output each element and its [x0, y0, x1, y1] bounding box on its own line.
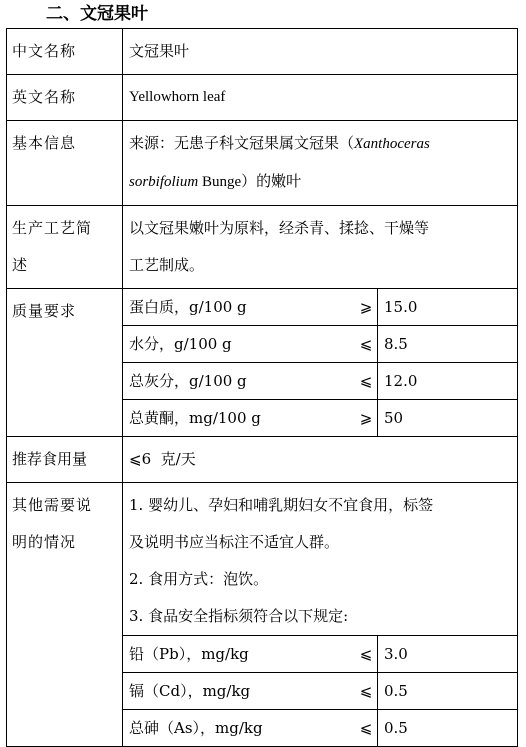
row-en-name [7, 75, 518, 121]
quality-item [123, 326, 517, 363]
note2: 2. 食用方式：泡饮。 [129, 570, 269, 588]
process-label-line2: 述 [12, 256, 29, 274]
quality-item-value: 50 [378, 400, 518, 437]
quality-item-value: 15.0 [378, 289, 518, 326]
row-dosage [7, 437, 518, 483]
quality-item-operator: ⩽ [355, 363, 378, 400]
other-label-line2: 明的情况 [12, 533, 77, 551]
limit-item [123, 710, 517, 747]
latin-species: sorbifolium [129, 174, 199, 190]
process-label-line1: 生产工艺简 [12, 219, 93, 237]
cn-name-label: 中文名称 [7, 29, 123, 75]
quality-item-value: 8.5 [378, 326, 518, 363]
limit-item [123, 673, 517, 710]
row-quality [7, 289, 518, 437]
process-line2: 工艺制成。 [129, 256, 205, 274]
quality-table [123, 289, 517, 436]
limits-table [123, 635, 517, 746]
latin-genus: Xanthoceras [354, 136, 430, 152]
row-basic-info [7, 121, 518, 206]
other-label-line1: 其他需要说 [12, 496, 93, 514]
spec-table [6, 28, 518, 747]
limit-item-name: 总砷（As），mg/kg [123, 710, 355, 747]
basic-info-value [123, 121, 518, 206]
process-line1: 以文冠果嫩叶为原料，经杀青、揉捻、干燥等 [129, 219, 430, 237]
note1-line2: 及说明书应当标注不适宜人群。 [129, 533, 340, 551]
limit-item-value: 3.0 [378, 636, 518, 673]
other-label [7, 483, 123, 747]
quality-item [123, 289, 517, 326]
en-name-value: Yellowhorn leaf [123, 75, 518, 121]
en-name-label: 英文名称 [7, 75, 123, 121]
limit-item-value: 0.5 [378, 673, 518, 710]
latin-authority: Bunge [198, 174, 242, 190]
other-cell [123, 483, 518, 747]
limit-item-operator: ⩽ [355, 636, 378, 673]
source-suffix: ）的嫩叶 [241, 172, 302, 190]
dosage-label: 推荐食用量 [7, 437, 123, 483]
quality-item [123, 363, 517, 400]
quality-item-name: 总黄酮，mg/100 g [123, 400, 355, 437]
dosage-value: ⩽6 克/天 [123, 437, 518, 483]
note3: 3. 食品安全指标须符合以下规定: [129, 607, 349, 625]
row-other [7, 483, 518, 747]
quality-item-name: 总灰分，g/100 g [123, 363, 355, 400]
limit-item-name: 铅（Pb），mg/kg [123, 636, 355, 673]
quality-item-operator: ⩽ [355, 326, 378, 363]
basic-info-label: 基本信息 [7, 121, 123, 206]
quality-item [123, 400, 517, 437]
cn-name-value: 文冠果叶 [123, 29, 518, 75]
limit-item [123, 636, 517, 673]
quality-item-operator: ⩾ [355, 400, 378, 437]
limit-item-operator: ⩽ [355, 673, 378, 710]
section-title: 二、文冠果叶 [46, 4, 148, 24]
row-process [7, 206, 518, 289]
limit-item-operator: ⩽ [355, 710, 378, 747]
process-label [7, 206, 123, 289]
quality-item-name: 水分，g/100 g [123, 326, 355, 363]
limit-item-value: 0.5 [378, 710, 518, 747]
source-prefix: 来源：无患子科文冠果属文冠果（ [129, 134, 355, 152]
quality-item-value: 12.0 [378, 363, 518, 400]
limit-item-name: 镉（Cd），mg/kg [123, 673, 355, 710]
row-cn-name [7, 29, 518, 75]
note1-line1: 1. 婴幼儿、孕妇和哺乳期妇女不宜食用，标签 [129, 496, 434, 514]
quality-label: 质量要求 [7, 289, 123, 437]
quality-cell [123, 289, 518, 437]
quality-item-operator: ⩾ [355, 289, 378, 326]
quality-item-name: 蛋白质，g/100 g [123, 289, 355, 326]
other-notes [123, 483, 517, 635]
process-value [123, 206, 518, 289]
